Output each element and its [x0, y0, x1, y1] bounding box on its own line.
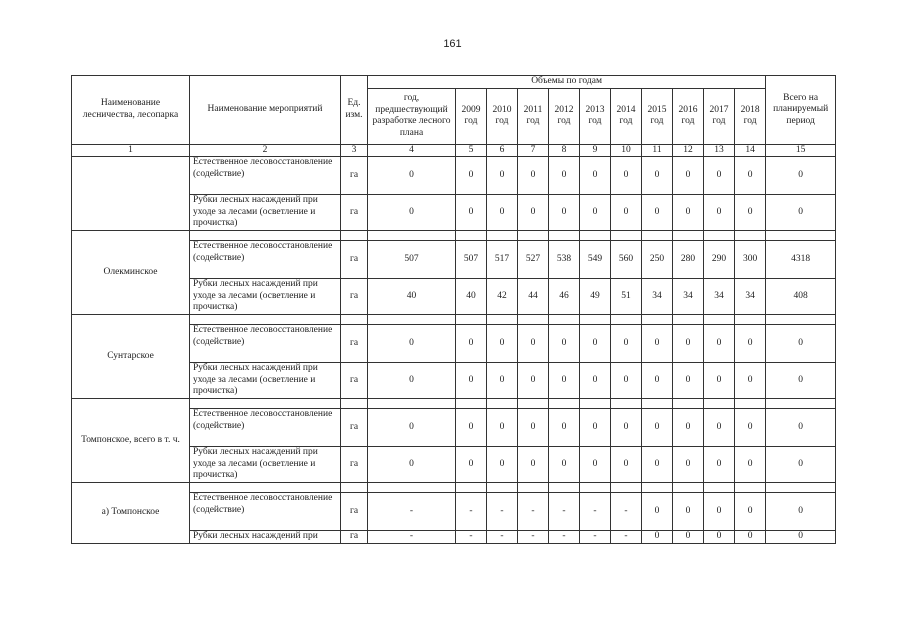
- year-value: 0: [704, 409, 735, 447]
- forestry-name: Томпонское, всего в т. ч.: [72, 399, 190, 483]
- spacer-cell: [580, 483, 611, 493]
- year-value: -: [456, 493, 487, 531]
- year-value: 0: [456, 409, 487, 447]
- year-value: 0: [704, 493, 735, 531]
- year-value: 0: [518, 363, 549, 399]
- year-value: 0: [518, 447, 549, 483]
- year-value: -: [487, 493, 518, 531]
- spacer-cell: [704, 399, 735, 409]
- base-year-value: 0: [368, 447, 456, 483]
- spacer-cell: [642, 399, 673, 409]
- header-forestry: Наименование лесничества, лесопарка: [72, 76, 190, 145]
- measure-name: Рубки лесных насаждений при уходе за лесами (осветление и прочистка): [190, 279, 341, 315]
- year-value: 0: [673, 157, 704, 195]
- column-number: 9: [580, 144, 611, 157]
- year-value: 0: [549, 195, 580, 231]
- spacer-cell: [518, 231, 549, 241]
- year-value: 0: [735, 195, 766, 231]
- year-value: 0: [673, 195, 704, 231]
- unit-cell: га: [341, 241, 368, 279]
- column-number: 11: [642, 144, 673, 157]
- year-value: 0: [673, 493, 704, 531]
- measure-name: Рубки лесных насаждений при уходе за лесами (осветление и прочистка): [190, 447, 341, 483]
- year-value: 538: [549, 241, 580, 279]
- spacer-cell: [518, 315, 549, 325]
- year-value: 0: [735, 325, 766, 363]
- spacer-cell: [580, 399, 611, 409]
- spacer-cell: [642, 483, 673, 493]
- year-value: 0: [456, 363, 487, 399]
- base-year-value: 0: [368, 363, 456, 399]
- year-value: 0: [642, 363, 673, 399]
- header-year: 2018 год: [735, 88, 766, 144]
- year-value: 0: [735, 409, 766, 447]
- measure-name: Естественное лесовосстановление (содействие): [190, 409, 341, 447]
- header-year: 2014 год: [611, 88, 642, 144]
- year-value: 34: [704, 279, 735, 315]
- spacer-cell: [611, 399, 642, 409]
- total-value: 0: [766, 531, 836, 544]
- year-value: 0: [611, 195, 642, 231]
- spacer-cell: [549, 315, 580, 325]
- total-value: 0: [766, 195, 836, 231]
- year-value: 0: [642, 493, 673, 531]
- total-value: 0: [766, 363, 836, 399]
- year-value: 560: [611, 241, 642, 279]
- spacer-cell: [368, 399, 456, 409]
- spacer-cell: [580, 231, 611, 241]
- year-value: 549: [580, 241, 611, 279]
- year-value: 40: [456, 279, 487, 315]
- year-value: 507: [456, 241, 487, 279]
- spacer-cell: [190, 483, 341, 493]
- spacer-cell: [766, 231, 836, 241]
- year-value: 0: [456, 157, 487, 195]
- spacer-cell: [704, 231, 735, 241]
- year-value: 0: [549, 409, 580, 447]
- header-year: 2010 год: [487, 88, 518, 144]
- year-value: 527: [518, 241, 549, 279]
- measure-name: Естественное лесовосстановление (содействие): [190, 493, 341, 531]
- spacer-cell: [456, 399, 487, 409]
- forestry-name: Сунтарское: [72, 315, 190, 399]
- year-value: 34: [735, 279, 766, 315]
- spacer-cell: [611, 231, 642, 241]
- total-value: 0: [766, 157, 836, 195]
- header-measure: Наименование мероприятий: [190, 76, 341, 145]
- year-value: 0: [704, 531, 735, 544]
- spacer-cell: [518, 399, 549, 409]
- year-value: 49: [580, 279, 611, 315]
- year-value: 0: [673, 531, 704, 544]
- measure-name: Рубки лесных насаждений при: [190, 531, 341, 544]
- year-value: 0: [704, 325, 735, 363]
- total-value: 0: [766, 325, 836, 363]
- year-value: -: [611, 531, 642, 544]
- spacer-cell: [190, 315, 341, 325]
- year-value: 0: [487, 363, 518, 399]
- spacer-cell: [190, 231, 341, 241]
- year-value: 51: [611, 279, 642, 315]
- spacer-cell: [673, 231, 704, 241]
- spacer-cell: [456, 231, 487, 241]
- spacer-cell: [487, 231, 518, 241]
- spacer-cell: [549, 399, 580, 409]
- column-number: 6: [487, 144, 518, 157]
- unit-cell: га: [341, 325, 368, 363]
- year-value: 0: [580, 195, 611, 231]
- forest-plan-table: [71, 75, 836, 544]
- base-year-value: 0: [368, 195, 456, 231]
- header-year: 2016 год: [673, 88, 704, 144]
- spacer-cell: [766, 315, 836, 325]
- year-value: 0: [735, 157, 766, 195]
- spacer-cell: [735, 483, 766, 493]
- spacer-cell: [549, 231, 580, 241]
- year-value: 44: [518, 279, 549, 315]
- spacer-cell: [368, 315, 456, 325]
- spacer-cell: [456, 315, 487, 325]
- base-year-value: -: [368, 493, 456, 531]
- year-value: 0: [580, 157, 611, 195]
- table-row: [72, 157, 836, 195]
- header-year: 2009 год: [456, 88, 487, 144]
- year-value: 0: [487, 325, 518, 363]
- unit-cell: га: [341, 409, 368, 447]
- year-value: 0: [673, 363, 704, 399]
- year-value: -: [549, 493, 580, 531]
- column-number: 2: [190, 144, 341, 157]
- year-value: 0: [611, 363, 642, 399]
- year-value: 0: [611, 447, 642, 483]
- spacer-cell: [735, 315, 766, 325]
- total-value: 4318: [766, 241, 836, 279]
- year-value: -: [549, 531, 580, 544]
- spacer-cell: [456, 483, 487, 493]
- column-number: 5: [456, 144, 487, 157]
- year-value: 0: [549, 157, 580, 195]
- year-value: 34: [642, 279, 673, 315]
- year-value: 0: [642, 195, 673, 231]
- year-value: 0: [642, 531, 673, 544]
- column-number: 7: [518, 144, 549, 157]
- year-value: 0: [704, 195, 735, 231]
- column-number: 15: [766, 144, 836, 157]
- spacer-cell: [368, 483, 456, 493]
- spacer-cell: [673, 399, 704, 409]
- year-value: 0: [456, 195, 487, 231]
- spacer-cell: [341, 315, 368, 325]
- year-value: 0: [456, 325, 487, 363]
- unit-cell: га: [341, 363, 368, 399]
- year-value: 0: [518, 157, 549, 195]
- year-value: 0: [704, 363, 735, 399]
- spacer-cell: [518, 483, 549, 493]
- year-value: 0: [487, 157, 518, 195]
- forestry-name: [72, 157, 190, 231]
- year-value: 250: [642, 241, 673, 279]
- year-value: 0: [673, 409, 704, 447]
- year-value: -: [580, 531, 611, 544]
- year-value: 0: [735, 363, 766, 399]
- year-value: 0: [580, 409, 611, 447]
- year-value: 0: [549, 325, 580, 363]
- unit-cell: га: [341, 279, 368, 315]
- year-value: -: [487, 531, 518, 544]
- year-value: 0: [642, 447, 673, 483]
- spacer-cell: [487, 315, 518, 325]
- year-value: 0: [487, 195, 518, 231]
- column-number: 12: [673, 144, 704, 157]
- year-value: 517: [487, 241, 518, 279]
- header-year: 2013 год: [580, 88, 611, 144]
- column-number: 14: [735, 144, 766, 157]
- year-value: 0: [735, 493, 766, 531]
- header-year: 2015 год: [642, 88, 673, 144]
- base-year-value: 40: [368, 279, 456, 315]
- year-value: 0: [518, 409, 549, 447]
- base-year-value: 507: [368, 241, 456, 279]
- spacer-cell: [580, 315, 611, 325]
- year-value: 0: [642, 409, 673, 447]
- spacer-cell: [704, 315, 735, 325]
- spacer-cell: [642, 231, 673, 241]
- unit-cell: га: [341, 195, 368, 231]
- spacer-cell: [341, 399, 368, 409]
- header-year: 2012 год: [549, 88, 580, 144]
- year-value: 0: [704, 157, 735, 195]
- base-year-value: 0: [368, 157, 456, 195]
- year-value: 280: [673, 241, 704, 279]
- unit-cell: га: [341, 493, 368, 531]
- base-year-value: -: [368, 531, 456, 544]
- year-value: 0: [611, 325, 642, 363]
- unit-cell: га: [341, 157, 368, 195]
- year-value: 0: [549, 447, 580, 483]
- year-value: 300: [735, 241, 766, 279]
- column-number: 8: [549, 144, 580, 157]
- total-value: 408: [766, 279, 836, 315]
- header-total: Всего на планируемый период: [766, 76, 836, 145]
- spacer-cell: [341, 483, 368, 493]
- year-value: 0: [518, 195, 549, 231]
- year-value: 0: [735, 447, 766, 483]
- base-year-value: 0: [368, 409, 456, 447]
- spacer-cell: [704, 483, 735, 493]
- year-value: -: [456, 531, 487, 544]
- year-value: 0: [456, 447, 487, 483]
- spacer-cell: [487, 399, 518, 409]
- spacer-cell: [642, 315, 673, 325]
- spacer-cell: [611, 315, 642, 325]
- measure-name: Естественное лесовосстановление (содействие): [190, 325, 341, 363]
- total-value: 0: [766, 409, 836, 447]
- header-base-year: год, предшествующий разработке лесного плана: [368, 88, 456, 144]
- year-value: 42: [487, 279, 518, 315]
- year-value: 0: [642, 325, 673, 363]
- header-year: 2017 год: [704, 88, 735, 144]
- year-value: 0: [611, 157, 642, 195]
- year-value: 0: [580, 325, 611, 363]
- year-value: 0: [673, 447, 704, 483]
- year-value: -: [518, 493, 549, 531]
- forestry-name: Олекминское: [72, 231, 190, 315]
- forestry-name: а) Томпонское: [72, 483, 190, 544]
- year-value: 0: [487, 409, 518, 447]
- year-value: -: [518, 531, 549, 544]
- column-number: 1: [72, 144, 190, 157]
- unit-cell: га: [341, 531, 368, 544]
- total-value: 0: [766, 447, 836, 483]
- column-number: 10: [611, 144, 642, 157]
- year-value: 0: [611, 409, 642, 447]
- measure-name: Естественное лесовосстановление (содействие): [190, 241, 341, 279]
- spacer-cell: [368, 231, 456, 241]
- year-value: -: [611, 493, 642, 531]
- column-number: 3: [341, 144, 368, 157]
- spacer-cell: [673, 315, 704, 325]
- base-year-value: 0: [368, 325, 456, 363]
- measure-name: Естественное лесовосстановление (содействие): [190, 157, 341, 195]
- year-value: 0: [580, 447, 611, 483]
- year-value: 0: [487, 447, 518, 483]
- spacer-cell: [190, 399, 341, 409]
- column-number: 13: [704, 144, 735, 157]
- page-number: 161: [443, 38, 462, 50]
- spacer-cell: [611, 483, 642, 493]
- total-value: 0: [766, 493, 836, 531]
- year-value: 0: [673, 325, 704, 363]
- header-year: 2011 год: [518, 88, 549, 144]
- year-value: 0: [642, 157, 673, 195]
- spacer-cell: [341, 231, 368, 241]
- spacer-cell: [549, 483, 580, 493]
- spacer-cell: [735, 399, 766, 409]
- measure-name: Рубки лесных насаждений при уходе за лесами (осветление и прочистка): [190, 195, 341, 231]
- year-value: 0: [735, 531, 766, 544]
- spacer-cell: [766, 483, 836, 493]
- spacer-cell: [487, 483, 518, 493]
- spacer-cell: [735, 231, 766, 241]
- year-value: 0: [704, 447, 735, 483]
- year-value: 0: [518, 325, 549, 363]
- year-value: 290: [704, 241, 735, 279]
- measure-name: Рубки лесных насаждений при уходе за лесами (осветление и прочистка): [190, 363, 341, 399]
- column-number: 4: [368, 144, 456, 157]
- spacer-cell: [766, 399, 836, 409]
- year-value: 46: [549, 279, 580, 315]
- year-value: 0: [549, 363, 580, 399]
- spacer-cell: [673, 483, 704, 493]
- header-volumes-by-year: Объемы по годам: [368, 76, 766, 89]
- year-value: 0: [580, 363, 611, 399]
- header-unit: Ед. изм.: [341, 76, 368, 145]
- year-value: -: [580, 493, 611, 531]
- year-value: 34: [673, 279, 704, 315]
- unit-cell: га: [341, 447, 368, 483]
